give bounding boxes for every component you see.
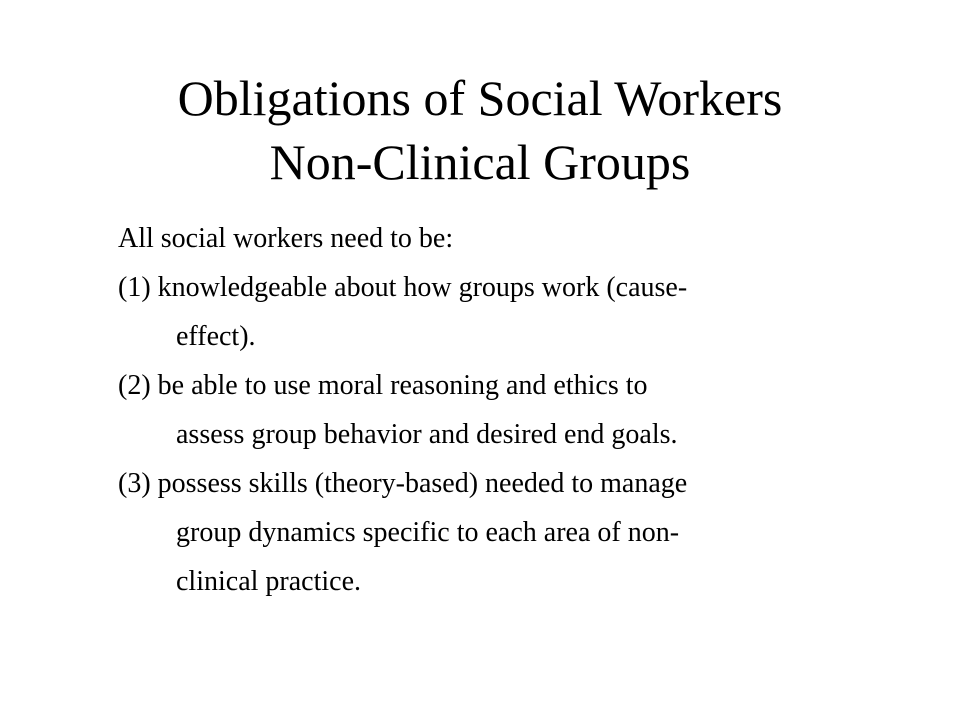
list-item-3-line-1: (3) possess skills (theory-based) needed to manage [118,468,688,499]
list-item-1 [118,263,918,361]
list-item-3-line-2: group dynamics specific to each area of non- [176,517,680,548]
list-item-3-line-3: clinical practice. [176,566,361,597]
list-item-1-line-2: effect). [176,321,256,352]
title-line-1: Obligations of Social Workers [177,70,783,126]
list-item-2-line-1: (2) be able to use moral reasoning and ethics to [118,370,648,401]
list-item-2-line-2: assess group behavior and desired end goals. [176,419,678,450]
slide-body [118,214,918,606]
title-line-2: Non-Clinical Groups [269,134,691,190]
list-item-1-line-1: (1) knowledgeable about how groups work (cause- [118,272,688,303]
list-item-2 [118,361,918,459]
intro-text: All social workers need to be: [118,223,454,254]
list-item-3 [118,459,918,606]
slide-title [0,66,960,194]
